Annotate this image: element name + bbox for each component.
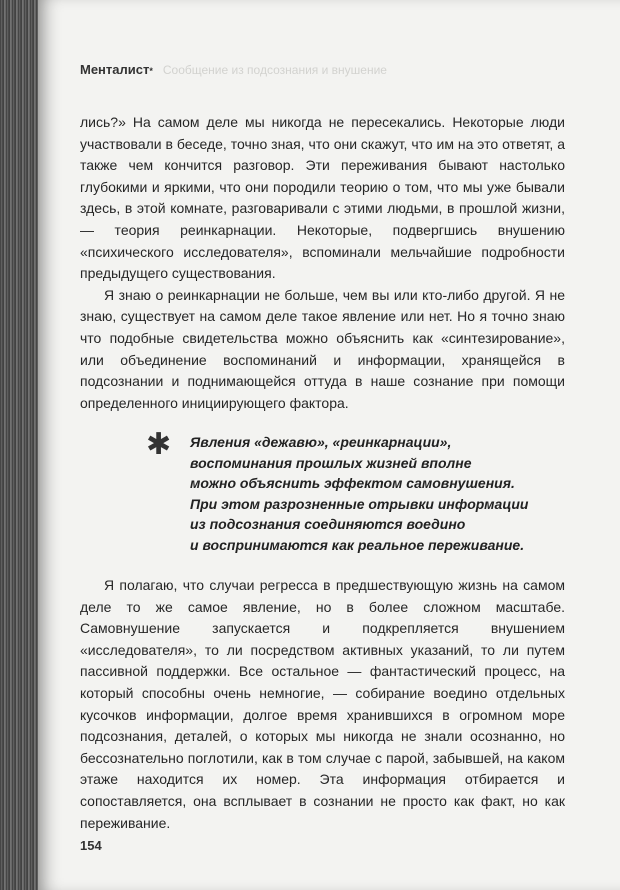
- asterisk-star-icon: ✱: [146, 428, 172, 461]
- paragraph-1: лись?» На самом деле мы никогда не пересекались. Некоторые люди участвовали в беседе, точно зная, что они скажут, что им на это ответят, а также чем кончится разговор. Эти переживания бывают настолько глубокими и яркими, что они породили теорию о том, что мы уже бывали здесь, в этой комнате, разговаривали с этими людьми, в прошлой жизни, — теория реинкарнации. Некоторые, подвергшись внушению «психического исследователя», вспоминали мельчайшие подробности предыдущего существования.: [80, 114, 565, 282]
- callout-line: Явления «дежавю», «реинкарнации»,: [190, 434, 452, 450]
- body-text-top: [80, 112, 565, 414]
- ghost-bleed-text: Сообщение из подсознания и внушение: [162, 63, 387, 77]
- callout-line: воспоминания прошлых жизней вполне: [190, 454, 472, 471]
- callout-box: [146, 428, 570, 555]
- trademark-mark: *: [149, 66, 153, 76]
- callout-line: При этом разрозненные отрывки информации: [190, 495, 529, 512]
- running-header: [80, 62, 387, 77]
- callout-line: и воспринимаются как реальное переживание.: [190, 536, 525, 553]
- running-title: Менталист: [80, 62, 150, 77]
- callout-line: из подсознания соединяются воедино: [190, 516, 466, 532]
- body-text-bottom: [80, 575, 565, 834]
- paragraph-3: Я полагаю, что случаи регресса в предшествующую жизнь на самом деле то же самое явление, но в более сложном масштабе. Самовнушение запускается и подкрепляется внушением «исследователя», то ли посредством активных указаний, то ли путем пассивной поддержки. Все остальное — фантастический процесс, на который способны очень немногие, — собирание воедино отдельных кусочков информации, долгое время хранившихся в огромном море подсознания, деталей, о которых мы никогда не знали осознанно, но бессознательно поглотили, как в том случае с парой, забывшей, на каком этаже находится их номер. Эта информация отбирается и сопоставляется, она всплывает в сознании не просто как факт, но как переживание.: [80, 577, 565, 831]
- callout-line: можно объяснить эффектом самовнушения.: [190, 475, 515, 491]
- page-number: 154: [80, 838, 102, 853]
- paragraph-2: Я знаю о реинкарнации не больше, чем вы или кто-либо другой. Я не знаю, существует на самом деле такое явление или нет. Но я точно знаю что подобные свидетельства можно объяснить как «синтезирование», или объединение воспоминаний и информации, хранящейся в подсознании и поднимающейся оттуда в наше сознание при помощи определенного инициирующего фактора.: [80, 286, 565, 411]
- callout-text: [190, 432, 528, 555]
